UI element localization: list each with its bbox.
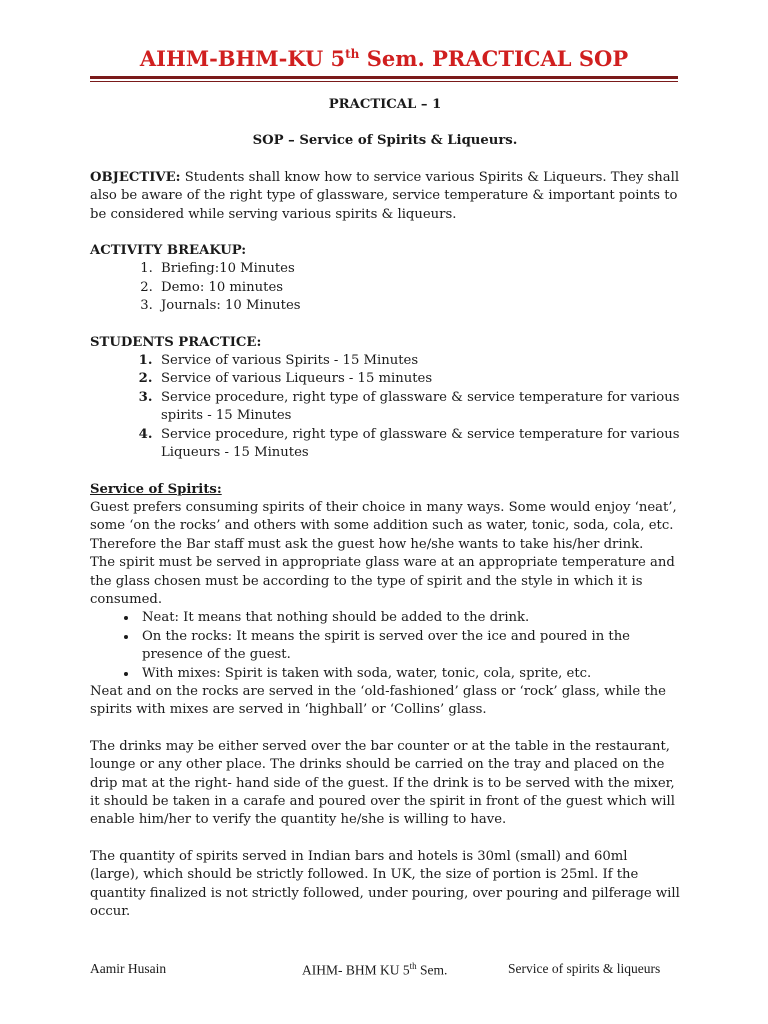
- header-rule-thin: [90, 81, 678, 82]
- activity-list: [90, 260, 680, 315]
- service-paragraph-3: Neat and on the rocks are served in the ‘old-fashioned’ glass or ‘rock’ glass, while the spirits with mixes are served in ‘highball’ or ‘Collins’ glass.: [90, 683, 666, 718]
- list-item: • With mixes: Spirit is taken with soda, water, tonic, cola, sprite, etc.: [138, 665, 680, 683]
- service-paragraph-4: The drinks may be either served over the bar counter or at the table in the restaurant, lounge or any other place. The drinks should be carried on the tray and placed on the drip mat at the right- hand side of the guest. If the drink is to be served with the mixer, it should be taken in a carafe and poured over the spirit in front of the guest which will enable him/her to verify the quantity he/she is willing to have.: [90, 738, 675, 828]
- practice-label: STUDENTS PRACTICE:: [90, 334, 262, 350]
- page-header-title: AIHM-BHM-KU 5th Sem. PRACTICAL SOP: [139, 46, 629, 71]
- footer-topic: Service of spirits & liqueurs: [508, 961, 661, 976]
- service-bullets: [90, 609, 680, 683]
- list-item: • Neat: It means that nothing should be added to the drink.: [138, 609, 680, 627]
- header-rule-thick: [90, 76, 678, 79]
- sop-title: SOP – Service of Spirits & Liqueurs.: [252, 133, 518, 149]
- service-paragraph-1: Guest prefers consuming spirits of their choice in many ways. Some would enjoy ‘neat’, some ‘on the rocks’ and others with some addition such as water, tonic, soda, cola, etc. Therefore the Bar staff must ask the guest how he/she wants to take his/her drink.: [90, 499, 677, 552]
- list-item: 4. Service procedure, right type of glassware & service temperature for various Liqueurs - 15 Minutes: [157, 426, 680, 463]
- practical-title: PRACTICAL – 1: [328, 97, 442, 112]
- service-paragraph-5: The quantity of spirits served in Indian bars and hotels is 30ml (small) and 60ml (large), which should be strictly followed. In UK, the size of portion is 25ml. If the quantity finalized is not strictly followed, under pouring, over pouring and pilferage will occur.: [90, 848, 680, 920]
- list-item: 2. Demo: 10 minutes: [157, 279, 680, 297]
- practice-list: [90, 352, 680, 462]
- list-item: 2. Service of various Liqueurs - 15 minutes: [157, 370, 680, 388]
- list-item: 3. Service procedure, right type of glassware & service temperature for various spirits - 15 Minutes: [157, 389, 680, 426]
- objective-text: Students shall know how to service various Spirits & Liqueurs. They shall also be aware of the right type of glassware, service temperature & important points to be considered while serving various spirits & liqueurs.: [90, 169, 680, 222]
- activity-label: ACTIVITY BREAKUP:: [90, 243, 247, 259]
- list-item: 1. Briefing:10 Minutes: [157, 260, 680, 278]
- list-item: • On the rocks: It means the spirit is served over the ice and poured in the presence of the guest.: [138, 628, 680, 665]
- list-item: 3. Journals: 10 Minutes: [157, 297, 680, 315]
- service-heading: Service of Spirits:: [90, 481, 222, 497]
- objective-paragraph: [90, 169, 680, 224]
- objective-label: OBJECTIVE:: [90, 169, 181, 185]
- footer-author: Aamir Husain: [90, 961, 167, 976]
- service-paragraph-2: The spirit must be served in appropriate glass ware at an appropriate temperature and the glass chosen must be according to the type of spirit and the style in which it is consumed.: [90, 555, 675, 607]
- footer-course: AIHM- BHM KU 5th Sem.: [302, 961, 448, 978]
- document-body: [90, 96, 680, 921]
- list-item: 1. Service of various Spirits - 15 Minutes: [157, 352, 680, 370]
